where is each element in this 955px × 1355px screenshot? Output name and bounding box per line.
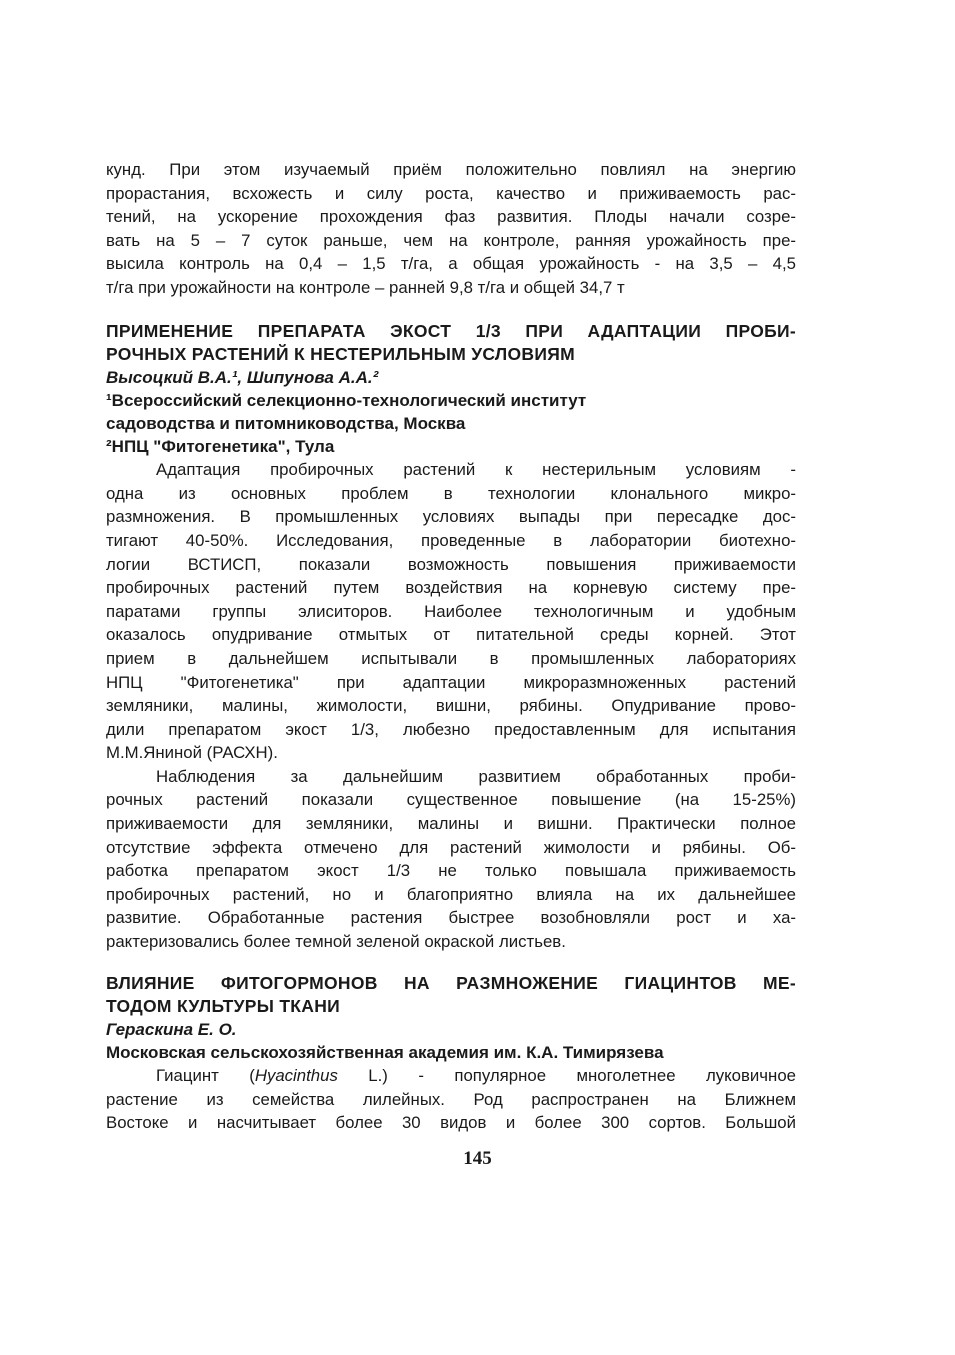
article-2-authors: Гераскина Е. О. [106, 1020, 237, 1040]
text-line: прием в дальнейшем испытывали в промышленных лабораториях [106, 648, 796, 668]
text-fragment: Гиацинт ( [156, 1066, 255, 1086]
text-line: работка препаратом экост 1/3 не только повышала приживаемость [106, 861, 796, 881]
text-line: пробирочных растений путем воздействия на корневую систему пре- [106, 578, 796, 598]
affiliation-line: садоводства и питомниководства, Москва [106, 414, 466, 434]
latin-name: Hyacinthus [254, 1066, 338, 1086]
text-line: тений, на ускорение прохождения фаз развития. Плоды начали созре- [106, 207, 796, 227]
text-line: одна из основных проблем в технологии клонального микро- [106, 483, 796, 503]
article-1 [106, 320, 796, 954]
text-line: т/га при урожайности на контроле – ранней 9,8 т/га и общей 34,7 т [106, 277, 625, 297]
text-line: растение из семейства лилейных. Род распространен на Ближнем [106, 1089, 796, 1109]
article-2-paragraph-1 [106, 1064, 796, 1135]
text-line: пробирочных растений, но и благоприятно влияла на их дальнейшее [106, 884, 796, 904]
text-line: Востоке и насчитывает более 30 видов и более 300 сортов. Большой [106, 1113, 796, 1133]
text-line: рактеризовались более темной зеленой окраской листьев. [106, 932, 566, 952]
text-line: высила контроль на 0,4 – 1,5 т/га, а общая урожайность - на 3,5 – 4,5 [106, 254, 796, 274]
text-line: логии ВСТИСП, показали возможность повышения приживаемости [106, 554, 796, 574]
text-line: Адаптация пробирочных растений к нестерильным условиям - [156, 460, 796, 480]
title-line: ТОДОМ КУЛЬТУРЫ ТКАНИ [106, 996, 341, 1017]
text-line: оказалось опудривание отмытых от питательной среды корней. Этот [106, 625, 796, 645]
text-line: дили препаратом экост 1/3, любезно предоставленным для испытания [106, 719, 796, 739]
text-line [106, 1064, 796, 1088]
text-line: земляники, малины, жимолости, вишни, рябины. Опудривание прово- [106, 696, 796, 716]
text-line: Наблюдения за дальнейшим развитием обработанных проби- [156, 766, 796, 786]
text-line: развитие. Обработанные растения быстрее возобновляли рост и ха- [106, 908, 796, 928]
article-1-affiliations [106, 389, 796, 458]
title-line: РОЧНЫХ РАСТЕНИЙ К НЕСТЕРИЛЬНЫМ УСЛОВИЯМ [106, 344, 575, 365]
article-1-authors: Высоцкий В.А.¹, Шипунова А.А.² [106, 368, 379, 388]
article-1-paragraph-1 [106, 458, 796, 765]
text-line: отсутствие эффекта отмечено для растений жимолости и рябины. Об- [106, 837, 796, 857]
text-line: вать на 5 – 7 суток раньше, чем на контроле, ранняя урожайность пре- [106, 230, 796, 250]
title-line: ПРИМЕНЕНИЕ ПРЕПАРАТА ЭКОСТ 1/3 ПРИ АДАПТАЦИИ ПРОБИ- [106, 320, 796, 341]
intro-paragraph [106, 158, 796, 300]
document-page [106, 158, 796, 1135]
text-line: кунд. При этом изучаемый приём положительно повлиял на энергию [106, 160, 796, 179]
text-line: М.М.Яниной (РАСХН). [106, 743, 278, 763]
article-2-title [106, 972, 796, 1019]
affiliation-line: ²НПЦ "Фитогенетика", Тула [106, 437, 335, 457]
text-line: рочных растений показали существенное повышение (на 15-25%) [106, 790, 796, 810]
text-line: размножения. В промышленных условиях выпады при пересадке дос- [106, 507, 796, 527]
text-line: НПЦ "Фитогенетика" при адаптации микроразмноженных растений [106, 672, 796, 692]
text-line: приживаемости для земляники, малины и вишни. Практически полное [106, 814, 796, 834]
text-line: прорастания, всхожесть и силу роста, качество и приживаемость рас- [106, 183, 796, 203]
title-line: ВЛИЯНИЕ ФИТОГОРМОНОВ НА РАЗМНОЖЕНИЕ ГИАЦИНТОВ МЕ- [106, 972, 796, 993]
article-1-title [106, 320, 796, 367]
text-fragment: L.) - популярное многолетнее луковичное [337, 1066, 796, 1086]
article-1-paragraph-2 [106, 765, 796, 954]
affiliation-line: ¹Всероссийский селекционно-технологический институт [106, 391, 587, 411]
article-2-affiliation: Московская сельскохозяйственная академия им. К.А. Тимирязева [106, 1043, 664, 1063]
text-line: тигают 40-50%. Исследования, проведенные в лаборатории биотехно- [106, 530, 796, 550]
text-line: паратами группы элиситоров. Наиболее технологичным и удобным [106, 601, 796, 621]
article-2 [106, 972, 796, 1135]
page-number: 145 [463, 1148, 492, 1169]
